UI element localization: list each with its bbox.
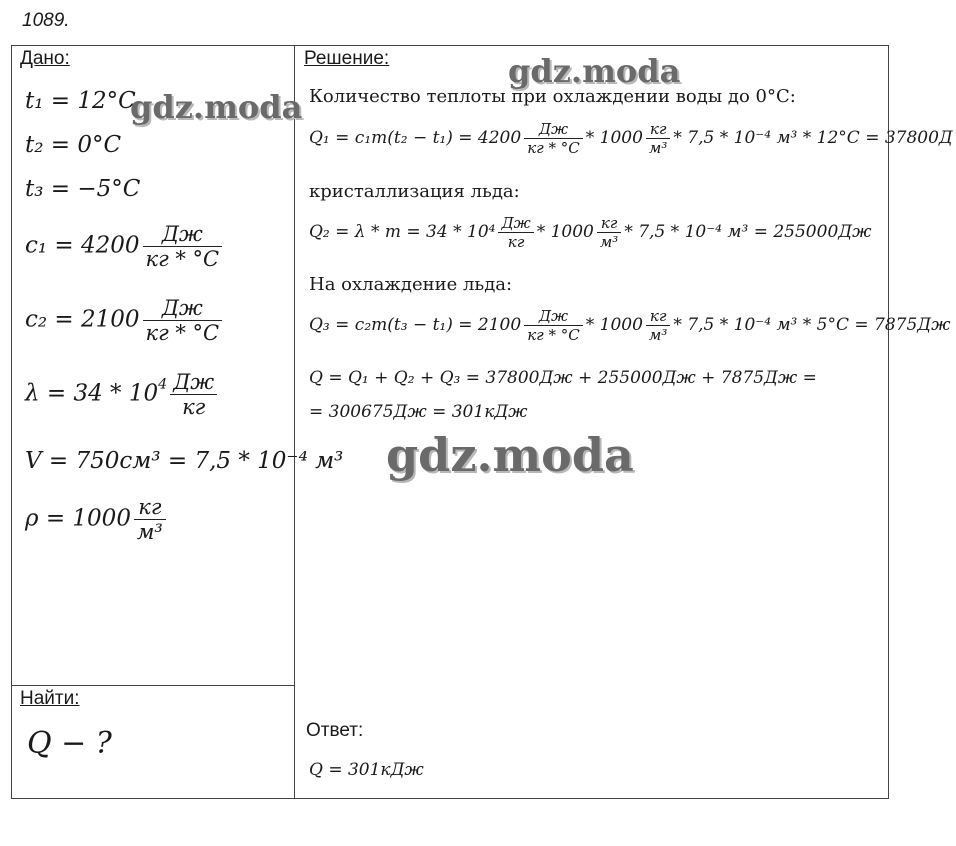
solution-sum1: Q = Q₁ + Q₂ + Q₃ = 37800Дж + 255000Дж + 7875Дж =	[309, 368, 817, 388]
given-rho-prefix: ρ = 1000	[25, 505, 131, 532]
answer-header: Ответ:	[306, 720, 364, 741]
given-lambda-exp: 4	[158, 376, 168, 393]
given-header: Дано:	[20, 48, 70, 69]
q1-frac-kg-num: кг	[649, 120, 667, 138]
solution-q2	[309, 214, 871, 251]
q2-part-c: * 7,5 * 10⁻⁴ м³ = 255000Дж	[624, 222, 872, 242]
given-t1: t₁ = 12°C	[25, 88, 136, 114]
solution-q1	[309, 120, 953, 157]
given-c1-prefix: c₁ = 4200	[25, 232, 140, 259]
q2-frac-dj-num: Дж	[501, 214, 531, 232]
q2-frac-dj	[498, 214, 533, 251]
solution-q3	[309, 307, 950, 344]
q3-part-a: Q₃ = c₂m(t₃ − t₁) = 2100	[309, 315, 522, 335]
given-rho-num: кг	[138, 495, 162, 519]
problem-number: 1089.	[22, 10, 70, 31]
find-header: Найти:	[20, 688, 80, 709]
given-lambda-fraction	[170, 370, 217, 419]
q3-frac-dj-num: Дж	[538, 307, 569, 325]
given-c2-num: Дж	[161, 296, 203, 320]
given-find-divider	[11, 685, 295, 686]
q2-frac-kg	[597, 214, 621, 251]
q2-part-a: Q₂ = λ * m = 34 * 10⁴	[309, 222, 496, 242]
q3-frac-kg-den: м³	[646, 325, 670, 344]
given-c2	[25, 296, 225, 345]
given-c2-fraction	[143, 296, 223, 345]
given-rho	[25, 495, 169, 544]
given-lambda-num: Дж	[173, 370, 215, 394]
q1-part-a: Q₁ = c₁m(t₂ − t₁) = 4200	[309, 128, 522, 148]
watermark-logo: gdz.moda	[386, 428, 634, 482]
given-c1-den: кг * °C	[143, 246, 223, 271]
q3-frac-dj	[524, 307, 583, 344]
q2-frac-kg-num: кг	[600, 214, 618, 232]
given-lambda-den: кг	[170, 394, 217, 419]
given-lambda	[25, 370, 220, 419]
q3-part-b: * 1000	[585, 315, 643, 335]
q2-frac-dj-den: кг	[498, 232, 533, 251]
given-t2: t₂ = 0°C	[25, 132, 122, 158]
given-t3: t₃ = −5°C	[25, 176, 141, 202]
given-c2-prefix: c₂ = 2100	[25, 306, 140, 333]
q3-frac-kg	[646, 307, 670, 344]
watermark-logo: gdz.moda	[130, 88, 303, 126]
solution-line1: Количество теплоты при охлаждении воды до 0°C:	[309, 86, 796, 107]
q1-frac-dj-num: Дж	[538, 120, 569, 138]
q1-frac-dj	[524, 120, 583, 157]
solution-line2: кристаллизация льда:	[309, 181, 520, 202]
q1-frac-kg-den: м³	[646, 138, 670, 157]
q3-part-c: * 7,5 * 10⁻⁴ м³ * 5°C = 7875Дж	[673, 315, 951, 335]
find-value: Q − ?	[27, 726, 112, 761]
given-rho-fraction	[134, 495, 166, 544]
given-c1	[25, 222, 225, 271]
watermark-logo: gdz.moda	[508, 52, 681, 90]
q2-part-b: * 1000	[536, 222, 594, 242]
given-volume: V = 750см³ = 7,5 * 10⁻⁴ м³	[25, 448, 344, 474]
given-c1-num: Дж	[161, 222, 203, 246]
solution-header: Решение:	[304, 48, 390, 69]
given-c1-fraction	[143, 222, 223, 271]
q3-frac-dj-den: кг * °C	[524, 325, 583, 344]
given-rho-den: м³	[134, 519, 166, 544]
given-c2-den: кг * °C	[143, 320, 223, 345]
q1-frac-kg	[646, 120, 670, 157]
q3-frac-kg-num: кг	[649, 307, 667, 325]
q1-frac-dj-den: кг * °C	[524, 138, 583, 157]
solution-line3: На охлаждение льда:	[309, 274, 513, 295]
q2-frac-kg-den: м³	[597, 232, 621, 251]
q1-part-b: * 1000	[585, 128, 643, 148]
given-lambda-prefix: λ = 34 * 10	[25, 380, 159, 407]
q1-part-c: * 7,5 * 10⁻⁴ м³ * 12°C = 37800Д	[673, 128, 953, 148]
solution-sum2: = 300675Дж = 301кДж	[309, 402, 528, 422]
answer-value: Q = 301кДж	[309, 760, 424, 780]
